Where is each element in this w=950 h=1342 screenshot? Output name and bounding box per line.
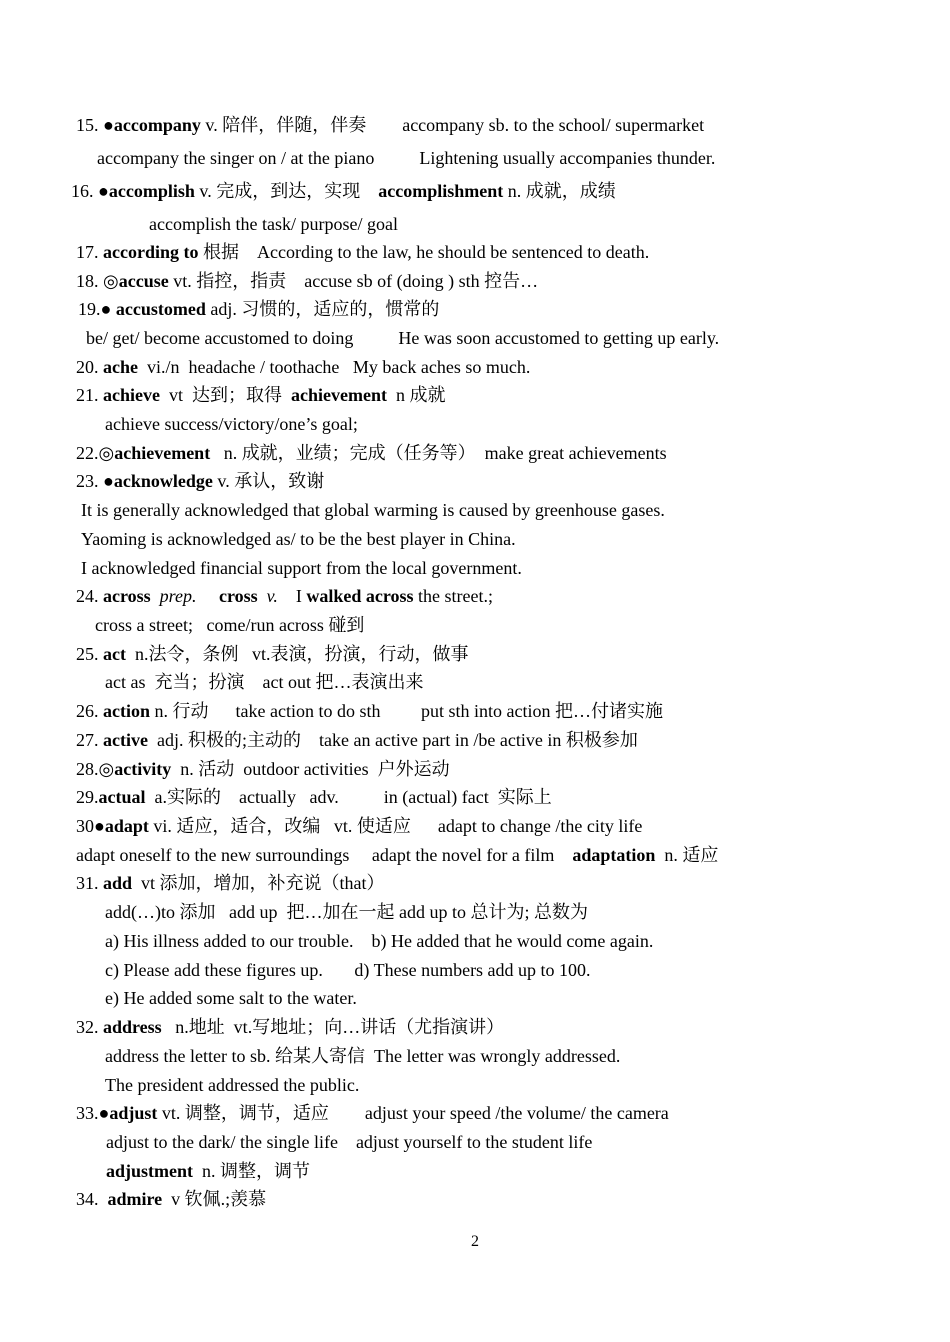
entry-line [76,643,468,665]
entry-line [76,700,663,722]
entry-line [106,1131,592,1153]
entry-text: 30● [76,816,105,836]
page-number: 2 [471,1233,479,1250]
entry-text: 根据 According to the law, he should be sentenced to death. [198,242,650,262]
entry-text: act as 充当；扮演 act out 把…表演出来 [105,672,424,692]
entry-text: 22.◎ [76,443,115,463]
entry-text: v. 承认，致谢 [212,471,325,491]
entry-text: 33.● [76,1103,110,1123]
entry-text: 21. [76,385,103,405]
headword: cross [219,586,258,606]
entry-text: adapt oneself to the new surroundings adapt the novel for a film [76,845,573,865]
entry-text: The president addressed the public. [105,1075,360,1095]
headword: achievement [114,443,211,463]
headword: admire [107,1189,163,1209]
headword: actual [98,787,146,807]
headword: address [103,1017,162,1037]
entry-text: 23. ● [76,471,114,491]
entry-text: the street.; [413,586,493,606]
entry-text: I [277,586,307,606]
entry-text [258,586,267,606]
headword: adjust [109,1103,158,1123]
entry-text: v. 完成，到达，实现 [194,181,379,201]
entry-text: n. 适应 [655,845,719,865]
entry-text: Yaoming is acknowledged as/ to be the best player in China. [81,529,516,549]
headword: accustomed [115,299,206,319]
entry-text: vt 添加，增加，补充说（that） [132,873,385,893]
entry-line [76,872,385,894]
entry-text: add(…)to 添加 add up 把…加在一起 add up to 总计为; 总数为 [105,902,588,922]
entry-line [105,671,423,693]
headword: adaptation [572,845,656,865]
part-of-speech: v. [266,586,278,606]
entry-text: n.地址 vt.写地址；向…讲话（尤指演讲） [161,1017,505,1037]
entry-text: n 成就 [386,385,446,405]
headword: action [103,701,150,721]
entry-line [95,614,364,636]
entry-text: 24. [76,586,103,606]
entry-line [105,1045,620,1067]
entry-text: accompany the singer on / at the piano Lightening usually accompanies thunder. [97,148,716,168]
headword: according to [103,242,199,262]
headword: add [103,873,133,893]
entry-line [78,298,439,320]
headword: achievement [291,385,387,405]
entry-text: adjust to the dark/ the single life adjust yourself to the student life [106,1132,593,1152]
headword: across [103,586,151,606]
entry-text: c) Please add these figures up. d) These numbers add up to 100. [105,960,591,980]
entry-line [76,1188,266,1210]
entry-line [86,327,719,349]
entry-line [76,114,704,136]
entry-line [106,1160,310,1182]
entry-text: a) His illness added to our trouble. b) He added that he would come again. [105,931,654,951]
entry-line [105,901,588,923]
entry-text [197,586,220,606]
entry-line [76,729,638,751]
entry-text: 31. [76,873,103,893]
headword: achieve [103,385,160,405]
entry-text: n. 成就，业绩；完成（任务等） make great achievements [210,443,667,463]
entry-text: 27. [76,730,103,750]
entry-line [71,180,616,202]
entry-text: 17. [76,242,103,262]
entry-text: e) He added some salt to the water. [105,988,357,1008]
entry-line [81,528,516,550]
headword: walked across [306,586,414,606]
headword: adjustment [106,1161,194,1181]
entry-line [76,786,552,808]
entry-text: vt. 调整，调节，适应 adjust your speed /the volume/ the camera [157,1103,669,1123]
entry-text: 15. ● [76,115,114,135]
entry-line [105,930,653,952]
entry-line [76,356,530,378]
entry-line [76,815,642,837]
entry-line [105,987,357,1009]
entry-text: n.法令，条例 vt.表演，扮演，行动，做事 [125,644,469,664]
entry-text: n. 活动 outdoor activities 户外运动 [171,759,450,779]
entry-line [81,499,665,521]
entry-text: vi./n headache / toothache My back aches so much. [138,357,531,377]
entry-text: vi. 适应，适合，改编 vt. 使适应 adapt to change /the city life [148,816,643,836]
entry-line [76,844,718,866]
headword: ache [103,357,138,377]
entry-text: adj. 积极的;主动的 take an active part in /be active in 积极参加 [147,730,638,750]
entry-line [105,959,591,981]
entry-text: vt 达到；取得 [159,385,291,405]
entry-text: be/ get/ become accustomed to doing He was soon accustomed to getting up early. [86,328,720,348]
headword: accomplishment [378,181,504,201]
entry-text: cross a street; come/run across 碰到 [95,615,365,635]
entry-line [76,758,450,780]
entry-text: It is generally acknowledged that global warming is caused by greenhouse gases. [81,500,665,520]
headword: adapt [104,816,149,836]
entry-text [151,586,160,606]
entry-line [76,384,445,406]
entry-line [105,1074,359,1096]
entry-text: adj. 习惯的，适应的，惯常的 [205,299,440,319]
entry-text: 34. [76,1189,108,1209]
entry-text: 16. ● [71,181,109,201]
entry-text: 26. [76,701,103,721]
entry-text: 32. [76,1017,103,1037]
headword: act [103,644,126,664]
entry-line [76,241,649,263]
entry-text: address the letter to sb. 给某人寄信 The letter was wrongly addressed. [105,1046,621,1066]
headword: active [103,730,148,750]
entry-line [97,147,715,169]
entry-text: I acknowledged financial support from the local government. [81,558,522,578]
entry-line [76,1102,669,1124]
entry-text: accomplish the task/ purpose/ goal [149,214,398,234]
entry-line [76,470,324,492]
entry-line [76,585,493,607]
entry-line [76,270,538,292]
entry-text: a.实际的 actually adv. in (actual) fact 实际上 [145,787,552,807]
entry-line [76,1016,504,1038]
entry-line [149,213,398,235]
entry-line [81,557,522,579]
headword: accuse [118,271,169,291]
entry-text: 20. [76,357,103,377]
entry-text: 29. [76,787,99,807]
headword: acknowledge [113,471,213,491]
entry-line [76,442,667,464]
part-of-speech: prep. [159,586,197,606]
entry-text: 25. [76,644,103,664]
entry-text: achieve success/victory/one’s goal; [105,414,358,434]
entry-text: v 钦佩.;羡慕 [162,1189,267,1209]
entry-text: vt. 指控，指责 accuse sb of (doing ) sth 控告… [168,271,539,291]
headword: accompany [113,115,201,135]
headword: accomplish [108,181,195,201]
entry-text: 18. ◎ [76,271,119,291]
entry-text: n. 成就，成绩 [503,181,616,201]
entry-text: 28.◎ [76,759,115,779]
entry-text: n. 行动 take action to do sth put sth into action 把…付诸实施 [150,701,663,721]
headword: activity [114,759,172,779]
entry-text: v. 陪伴，伴随，伴奏 accompany sb. to the school/ supermarket [200,115,705,135]
entry-text: 19.● [78,299,116,319]
entry-text: n. 调整，调节 [193,1161,311,1181]
entry-line [105,413,358,435]
